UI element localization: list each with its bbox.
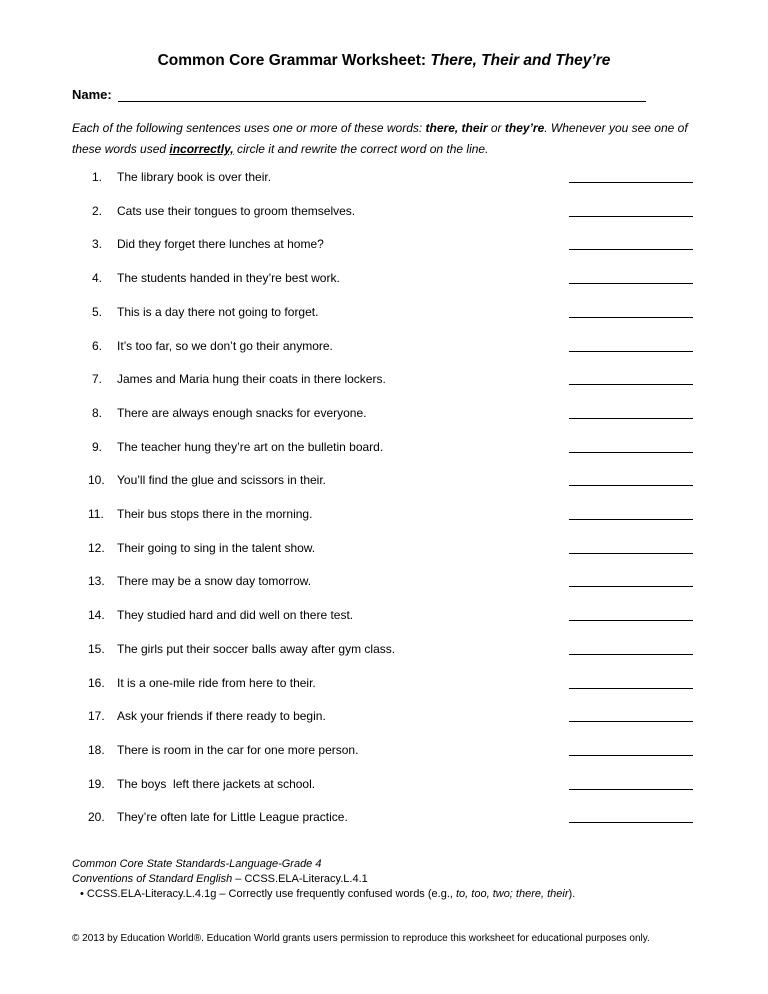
question-row [0, 641, 768, 661]
question-row [0, 371, 768, 391]
question-number: 18. [88, 743, 105, 757]
instructions-word-2: they’re [504, 121, 545, 135]
instructions-mid: or [487, 121, 505, 135]
question-row [0, 742, 768, 762]
instructions-part1: Each of the following sentences uses one or more of these words: [72, 121, 426, 135]
answer-line[interactable] [569, 283, 693, 284]
answer-line[interactable] [569, 789, 693, 790]
answer-line[interactable] [569, 249, 693, 250]
answer-line[interactable] [569, 384, 693, 385]
instructions-part2: . Whenever you see one of these words used [72, 121, 688, 156]
standards-line-3-suffix: ). [568, 888, 576, 900]
question-row [0, 506, 768, 526]
question-text: There is room in the car for one more person. [117, 743, 359, 757]
standards-line-2 [72, 872, 575, 887]
question-text: James and Maria hung their coats in there lockers. [117, 372, 386, 386]
name-field-line[interactable] [118, 101, 646, 102]
standards-line-2-italic: Conventions of Standard English [72, 873, 233, 885]
question-row [0, 776, 768, 796]
title-italic: There, Their and They’re [430, 52, 611, 69]
question-number: 17. [88, 709, 105, 723]
answer-line[interactable] [569, 519, 693, 520]
question-number: 9. [92, 440, 103, 454]
answer-line[interactable] [569, 654, 693, 655]
question-row [0, 573, 768, 593]
question-text: The students handed in they’re best work. [117, 271, 340, 285]
question-text: There are always enough snacks for everyone. [117, 406, 367, 420]
standards-note [72, 857, 575, 902]
question-row [0, 809, 768, 829]
answer-line[interactable] [569, 485, 693, 486]
question-text: This is a day there not going to forget. [117, 305, 319, 319]
question-number: 15. [88, 642, 105, 656]
standards-line-3 [72, 887, 575, 902]
question-number: 16. [88, 676, 105, 690]
instructions-part3: circle it and rewrite the correct word on the line. [233, 142, 489, 156]
question-text: The boys left there jackets at school. [117, 777, 316, 791]
question-text: Cats use their tongues to groom themselves. [117, 204, 356, 218]
standards-line-3-prefix: • CCSS.ELA-Literacy.L.4.1g – Correctly use frequently confused words (e.g., [80, 888, 456, 900]
question-row [0, 169, 768, 189]
question-number: 11. [88, 507, 104, 521]
question-text: Did they forget there lunches at home? [117, 237, 324, 251]
answer-line[interactable] [569, 418, 693, 419]
standards-line-2-rest: – CCSS.ELA-Literacy.L.4.1 [232, 873, 368, 885]
answer-line[interactable] [569, 452, 693, 453]
question-row [0, 304, 768, 324]
question-text: It is a one-mile ride from here to their. [117, 676, 316, 690]
answer-line[interactable] [569, 822, 693, 823]
question-number: 7. [92, 372, 103, 386]
instructions [72, 118, 698, 160]
question-row [0, 439, 768, 459]
copyright-footer: © 2013 by Education World®. Education World grants users permission to reproduce this worksheet for educational purposes only. [72, 933, 650, 944]
answer-line[interactable] [569, 755, 693, 756]
question-number: 8. [92, 406, 103, 420]
answer-line[interactable] [569, 351, 693, 352]
answer-line[interactable] [569, 317, 693, 318]
question-number: 4. [92, 271, 103, 285]
question-text: They’re often late for Little League practice. [117, 810, 348, 824]
question-number: 19. [88, 777, 105, 791]
page-title [0, 52, 768, 70]
question-number: 3. [92, 237, 103, 251]
answer-line[interactable] [569, 586, 693, 587]
question-row [0, 236, 768, 256]
answer-line[interactable] [569, 216, 693, 217]
question-number: 20. [88, 810, 105, 824]
question-text: The girls put their soccer balls away after gym class. [117, 642, 396, 656]
question-number: 5. [92, 305, 103, 319]
question-text: Their going to sing in the talent show. [117, 541, 316, 555]
question-number: 13. [88, 574, 105, 588]
question-number: 2. [92, 204, 103, 218]
question-text: Their bus stops there in the morning. [117, 507, 313, 521]
question-number: 1. [92, 170, 103, 184]
instructions-emphasis: incorrectly, [169, 142, 234, 156]
question-row [0, 540, 768, 560]
question-text: The library book is over their. [117, 170, 272, 184]
question-text: There may be a snow day tomorrow. [117, 574, 312, 588]
name-label: Name: [72, 87, 112, 102]
answer-line[interactable] [569, 553, 693, 554]
question-row [0, 675, 768, 695]
question-row [0, 405, 768, 425]
question-text: Ask your friends if there ready to begin. [117, 709, 326, 723]
answer-line[interactable] [569, 688, 693, 689]
question-text: They studied hard and did well on there test. [117, 608, 354, 622]
question-number: 10. [88, 473, 105, 487]
question-row [0, 472, 768, 492]
question-number: 14. [88, 608, 105, 622]
question-row [0, 708, 768, 728]
question-number: 6. [92, 339, 103, 353]
question-text: It’s too far, so we don’t go their anymore. [117, 339, 333, 353]
standards-line-1: Common Core State Standards-Language-Grade 4 [72, 858, 322, 870]
question-row [0, 607, 768, 627]
standards-line-3-examples: to, too, two; there, their [456, 888, 569, 900]
answer-line[interactable] [569, 182, 693, 183]
question-number: 12. [88, 541, 105, 555]
answer-line[interactable] [569, 620, 693, 621]
answer-line[interactable] [569, 721, 693, 722]
question-row [0, 270, 768, 290]
title-plain: Common Core Grammar Worksheet: [157, 52, 431, 69]
instructions-word-1: there, their [425, 121, 488, 135]
question-text: The teacher hung they’re art on the bulletin board. [117, 440, 384, 454]
question-row [0, 338, 768, 358]
question-row [0, 203, 768, 223]
question-text: You’ll find the glue and scissors in their. [117, 473, 327, 487]
